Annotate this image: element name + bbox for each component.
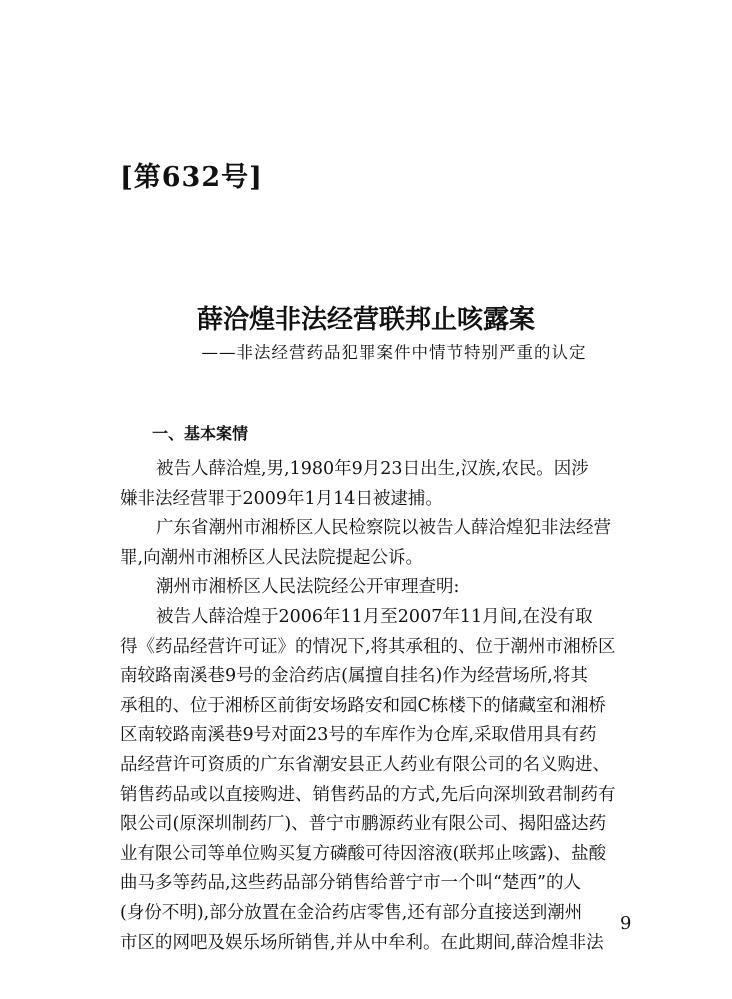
text-line: 潮州市湘桥区人民法院经公开审理查明:	[156, 577, 460, 598]
text-line: 被告人薛洽煌于2006年11月至2007年11月间,在没有取	[156, 606, 593, 627]
case-number: [第632号]	[120, 162, 263, 193]
text-line: 南较路南溪巷9号的金洽药店(属擅自挂名)作为经营场所,将其	[120, 666, 588, 687]
text-line: 品经营许可资质的广东省潮安县正人药业有限公司的名义购进、	[120, 754, 610, 775]
text-line: 承租的、位于湘桥区前街安场路安和园C栋楼下的储藏室和湘桥	[120, 695, 606, 716]
text-line: 罪,向潮州市湘桥区人民法院提起公诉。	[120, 547, 424, 568]
text-line: 嫌非法经营罪于2009年1月14日被逮捕。	[120, 488, 443, 509]
section-heading: 一、基本案情	[152, 424, 249, 443]
text-line: 区南较路南溪巷9号对面23号的车库作为仓库,采取借用具有药	[120, 725, 597, 746]
text-line: (身份不明),部分放置在金洽药店零售,还有部分直接送到潮州	[120, 902, 583, 923]
text-line: 业有限公司等单位购买复方磷酸可待因溶液(联邦止咳露)、盐酸	[120, 843, 607, 864]
text-line: 限公司(原深圳制药厂)、普宁市鹏源药业有限公司、揭阳盛达药	[120, 814, 607, 835]
text-line: 得《药品经营许可证》的情况下,将其承租的、位于潮州市湘桥区	[120, 636, 616, 657]
text-line: 广东省潮州市湘桥区人民检察院以被告人薛洽煌犯非法经营	[156, 518, 611, 539]
case-subtitle: ——非法经营药品犯罪案件中情节特别严重的认定	[201, 343, 587, 362]
text-line: 市区的网吧及娱乐场所销售,并从中牟利。在此期间,薛洽煌非法	[120, 932, 604, 953]
page-number: 9	[620, 913, 632, 934]
case-title: 薛洽煌非法经营联邦止咳露案	[196, 305, 535, 335]
body-text	[120, 455, 642, 958]
text-line: 曲马多等药品,这些药品部分销售给普宁市一个叫“楚西”的人	[120, 873, 581, 894]
text-line: 被告人薛洽煌,男,1980年9月23日出生,汉族,农民。因涉	[156, 459, 589, 479]
text-line: 销售药品或以直接购进、销售药品的方式,先后向深圳致君制药有	[120, 784, 616, 805]
